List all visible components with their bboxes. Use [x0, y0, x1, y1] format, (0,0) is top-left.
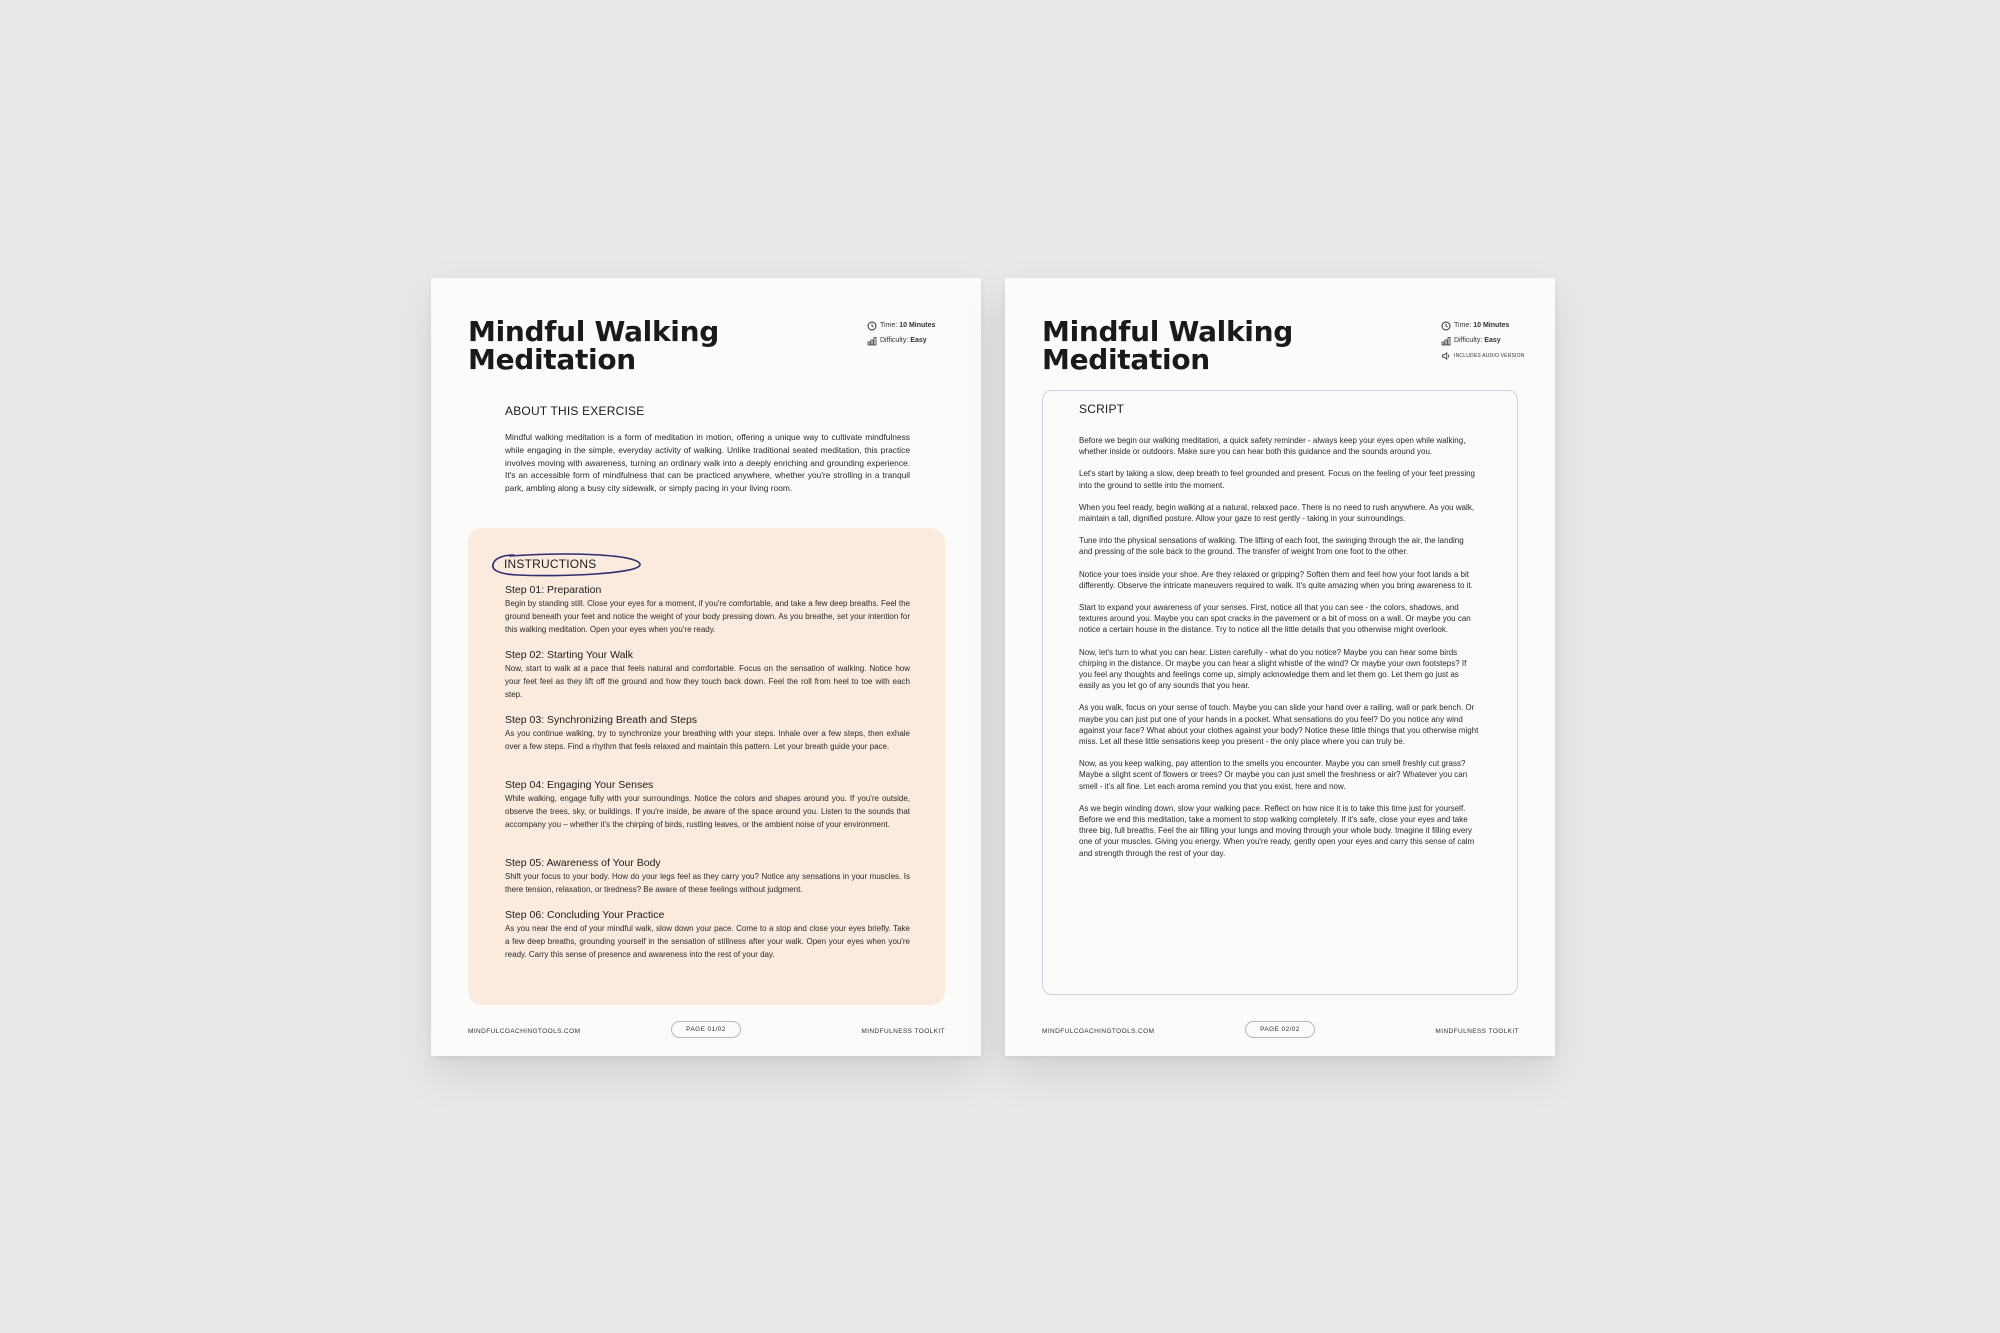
step-1 [505, 584, 910, 637]
difficulty-info [867, 333, 935, 348]
step-title: Step 04: Engaging Your Senses [505, 779, 654, 791]
difficulty-info [1441, 333, 1525, 348]
step-3 [505, 714, 910, 754]
step-text: Shift your focus to your body. How do your legs feel as they carry you? Notice any sensations in your muscles. Is there tension, relaxation, or tiredness? Be aware of these feelings without judgment. [505, 872, 910, 894]
step-2 [505, 649, 910, 702]
step-5 [505, 857, 910, 897]
script-paragraph: Let's start by taking a slow, deep breath to feel grounded and present. Focus on the feeling of your feet pressing into the ground to settle into the moment. [1079, 469, 1475, 490]
time-info [867, 318, 935, 333]
time-label: Time: [1454, 322, 1472, 329]
step-title: Step 03: Synchronizing Breath and Steps [505, 714, 698, 726]
step-title: Step 05: Awareness of Your Body [505, 857, 661, 869]
page-title [1042, 315, 1293, 376]
step-text: Now, start to walk at a pace that feels natural and comfortable. Focus on the sensation of walking. Notice how your feet feel as they lift off the ground and how they touch back down. Feel the roll from heel to toe with each step. [505, 664, 910, 699]
page-number-pill: PAGE 02/02 [1245, 1021, 1315, 1038]
difficulty-label: Difficulty: [880, 337, 909, 344]
instructions-heading: INSTRUCTIONS [504, 557, 597, 571]
difficulty-value: Easy [910, 337, 927, 344]
clock-icon [867, 321, 877, 331]
time-value: 10 Minutes [899, 322, 936, 329]
footer-toolkit: MINDFULNESS TOOLKIT [1435, 1028, 1519, 1035]
script-paragraph: Now, as you keep walking, pay attention to the smells you encounter. Maybe you can smell freshly cut grass? Maybe a slight scent of flowers or trees? Or maybe you can just smell the freshness or air? Whatever you can smell - it's all fine. Let each aroma remind you that you exist, here and now. [1079, 759, 1468, 791]
page-title [468, 315, 719, 376]
script-paragraph: Start to expand your awareness of your senses. First, notice all that you can see - the colors, shadows, and textures around you. Maybe you can spot cracks in the pavement or a bit of moss on a wall. Or maybe you can notice a certain house in the distance. Try to notice all the little details that you otherwise might overlook. [1079, 603, 1471, 635]
instructions-heading-wrap [488, 552, 644, 576]
difficulty-label: Difficulty: [1454, 337, 1483, 344]
script-text [1079, 435, 1479, 870]
footer-toolkit: MINDFULNESS TOOLKIT [861, 1028, 945, 1035]
time-label: Time: [880, 322, 898, 329]
time-value: 10 Minutes [1473, 322, 1510, 329]
step-6 [505, 909, 910, 962]
page-number-pill: PAGE 01/02 [671, 1021, 741, 1038]
title-line-1: Mindful Walking [1042, 315, 1293, 348]
step-text: While walking, engage fully with your surroundings. Notice the colors and shapes around you. If you're outside, observe the trees, sky, or buildings. If you're inside, be aware of the space around you. Listen to the sounds that accompany you – whether it's the chirping of birds, rustling leaves, or the ambient noise of your environment. [505, 794, 910, 829]
difficulty-bars-icon [1441, 336, 1451, 346]
step-title: Step 02: Starting Your Walk [505, 649, 634, 661]
title-line-1: Mindful Walking [468, 315, 719, 348]
script-paragraph: Now, let's turn to what you can hear. Listen carefully - what do you notice? Maybe you can hear some birds chirping in the distance. Or maybe you can hear a slight whistle of the wind? Or maybe your own footsteps? If you feel any thoughts and feelings come up, simply acknowledge them and let them go. Let them go just as easily as you let go of any sounds that you hear. [1079, 647, 1467, 691]
audio-label: INCLUDES AUDIO VERSION [1454, 352, 1525, 359]
step-4 [505, 779, 910, 832]
script-paragraph: Before we begin our walking meditation, a quick safety reminder - always keep your eyes open while walking, whether inside or outdoors. Make sure you can hear both this guidance and the sounds around you. [1079, 436, 1466, 457]
instructions-box [468, 528, 945, 1005]
clock-icon [1441, 321, 1451, 331]
script-paragraph: When you feel ready, begin walking at a natural, relaxed pace. There is no need to rush anywhere. As you walk, maintain a tall, dignified posture. Allow your gaze to rest gently - taking in your surroundings. [1079, 502, 1475, 524]
meta-info [867, 318, 935, 348]
audio-info [1441, 348, 1525, 363]
title-line-2: Meditation [468, 343, 636, 376]
step-text: Begin by standing still. Close your eyes for a moment, if you're comfortable, and take a few deep breaths. Feel the ground beneath your feet and notice the weight of your body pressing down. As you breathe, set your intention for this walking meditation. Open your eyes when you're ready. [505, 599, 910, 634]
script-box [1042, 390, 1518, 995]
step-text: As you near the end of your mindful walk, slow down your pace. Come to a stop and close your eyes briefly. Take a few deep breaths, grounding yourself in the sensation of stillness after your walk. Open your eyes when you're ready. Carry this sense of presence and awareness into the rest of your day. [505, 924, 910, 959]
footer-site: MINDFULCOACHINGTOOLS.COM [1042, 1028, 1155, 1035]
script-paragraph: Notice your toes inside your shoe. Are they relaxed or gripping? Soften them and feel how your foot lands a bit differently. Observe the intricate maneuvers required to walk. It's quite amazing when you bring awareness to it. [1079, 569, 1473, 590]
worksheet-page-2 [1005, 278, 1555, 1056]
meta-info [1441, 318, 1525, 363]
worksheet-page-1 [431, 278, 981, 1056]
time-info [1441, 318, 1525, 333]
about-heading: ABOUT THIS EXERCISE [505, 404, 645, 418]
speaker-icon [1441, 351, 1451, 361]
script-paragraph: As we begin winding down, slow your walking pace. Reflect on how nice it is to take this time just for yourself. Before we end this meditation, take a moment to stop walking completely. If it's safe, close your eyes and take three big, full breaths. Feel the air filling your lungs and moving through your whole body. Imagine it filling every one of your muscles. Giving you energy. When you're ready, gently open your eyes and carry this sense of calm and strength through the rest of your day. [1079, 803, 1475, 858]
script-paragraph: As you walk, focus on your sense of touch. Maybe you can slide your hand over a railing, wall or park bench. Or maybe you can just put one of your hands in a pocket. What sensations do you feel? Do you notice any wind against your face? What about your clothes against your body? Notice these little things that you otherwise might miss. Let all these little sensations keep you present - the only place where you can truly be. [1079, 703, 1479, 747]
footer-site: MINDFULCOACHINGTOOLS.COM [468, 1028, 581, 1035]
script-paragraph: Tune into the physical sensations of walking. The lifting of each foot, the swinging through the air, the landing and pressing of the sole back to the ground. The transfer of weight from one foot to the other. [1079, 536, 1464, 557]
difficulty-bars-icon [867, 336, 877, 346]
difficulty-value: Easy [1484, 337, 1501, 344]
script-heading: SCRIPT [1079, 402, 1125, 416]
step-title: Step 01: Preparation [505, 584, 602, 596]
about-text: Mindful walking meditation is a form of meditation in motion, offering a unique way to cultivate mindfulness while engaging in the simple, everyday activity of walking. Unlike traditional seated meditation, this practice involves moving with awareness, turning an ordinary walk into a deeply enriching and grounding experience. It's an accessible form of mindfulness that can be practiced anywhere, whether you're strolling in a tranquil park, ambling along a busy city sidewalk, or simply pacing in your living room. [505, 432, 910, 494]
step-title: Step 06: Concluding Your Practice [505, 909, 665, 921]
title-line-2: Meditation [1042, 343, 1210, 376]
step-text: As you continue walking, try to synchronize your breathing with your steps. Inhale over a few steps, then exhale over a few steps. Find a rhythm that feels relaxed and maintain this pattern. Let your breath guide your pace. [505, 729, 910, 751]
